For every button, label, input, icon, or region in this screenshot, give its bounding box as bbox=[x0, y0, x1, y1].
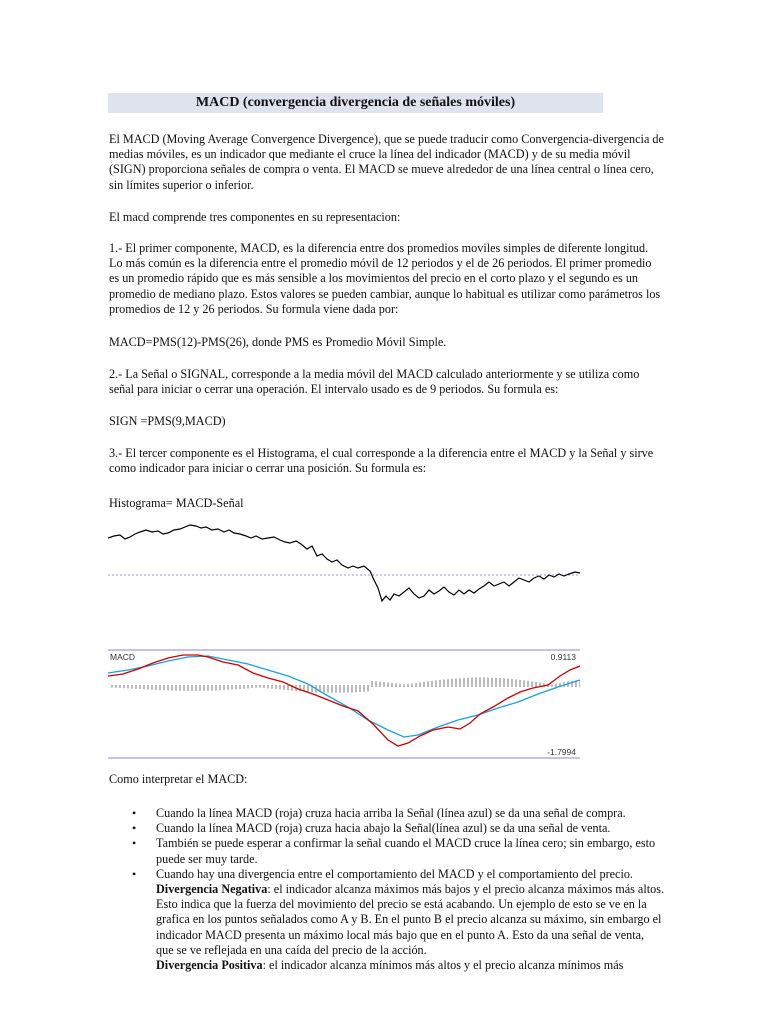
interpret-list bbox=[109, 806, 664, 973]
bullet-icon: • bbox=[132, 821, 137, 836]
bullet-icon: • bbox=[132, 866, 137, 881]
component-1-paragraph: 1.- El primer componente, MACD, es la diferencia entre dos promedios moviles simples de diferente longitud. Lo más común es la diferencia entre el promedio móvil de 12 periodos y el de 26 periodos. El primer promedio es un promedio rápido que es más sensible a los movimientos del precio en el corto plazo y el segundo es un promedio de mediano plazo. Estos valores se pueden cambiar, aunque lo habitual es utilizar como parámetros los promedios de 12 y 26 periodos. Su formula viene dada por: bbox=[109, 241, 661, 316]
formula-histogram: Histograma= MACD-Señal bbox=[109, 496, 244, 510]
divergence-negative: Divergencia Negativa: el indicador alcanza máximos más bajos y el precio alcanza máximos más altos. Esto indica que la fuerza del movimiento del precio se está acabando. Un ejemplo de esto se ve en la grafica en los puntos señalados como A y B. En el punto B el precio alcanza su máximo, sin embargo el indicador MACD presenta un máximo local más bajo que en el punto A. Esto da una señal de venta, que se ve reflejada en una caída del precio de la acción. bbox=[156, 882, 664, 957]
list-item: • Cuando la línea MACD (roja) cruza hacia arriba la Señal (línea azul) se da una señal de compra. bbox=[132, 806, 626, 820]
intro-paragraph: El MACD (Moving Average Convergence Divergence), que se puede traducir como Convergencia-divergencia de medias móviles, es un indicador que mediante el cruce la línea del indicador (MACD) y de su media móvil (SIGN) proporciona señales de compra o venta. El MACD se mueve alrededor de una línea central o línea cero, sin límites superior o inferior. bbox=[109, 132, 664, 192]
component-2-paragraph: 2.- La Señal o SIGNAL, corresponde a la media móvil del MACD calculado anteriormente y se utiliza como señal para iniciar o cerrar una operación. El intervalo usado es de 9 periodos. Su formula es: bbox=[109, 367, 640, 397]
macd-chart bbox=[108, 524, 580, 764]
divergence-negative-label: Divergencia Negativa bbox=[156, 882, 268, 897]
list-item: • También se puede esperar a confirmar la señal cuando el MACD cruce la línea cero; sin embargo, esto puede ser muy tarde. bbox=[132, 836, 656, 866]
price-line bbox=[108, 525, 580, 601]
bullet-icon: • bbox=[132, 836, 137, 851]
indicator-label: MACD bbox=[110, 652, 136, 662]
components-intro: El macd comprende tres componentes en su representacion: bbox=[109, 210, 401, 224]
bullet-icon: • bbox=[132, 806, 137, 820]
price-panel bbox=[108, 525, 580, 601]
divergence-positive: Divergencia Positiva: el indicador alcanza mínimos más altos y el precio alcanza mínimos más bbox=[156, 958, 624, 973]
formula-sign: SIGN =PMS(9,MACD) bbox=[109, 414, 226, 428]
histogram-bars bbox=[112, 677, 580, 692]
page-title: MACD (convergencia divergencia de señales móviles) bbox=[108, 93, 603, 113]
indicator-max-label: 0.9113 bbox=[550, 652, 576, 662]
component-3-paragraph: 3.- El tercer componente es el Histograma, el cual corresponde a la diferencia entre el MACD y la Señal y sirve como indicador para iniciar o cerrar una posición. Su formula es: bbox=[109, 446, 654, 476]
indicator-panel bbox=[108, 650, 580, 758]
list-item: • Cuando hay una divergencia entre el comportamiento del MACD y el comportamiento del precio. Divergencia Negativa: el indicador alcanza máximos más bajos y el precio alcanza máximos más altos. Esto indica que la fuerza del movimiento del precio se está acabando. Un ejemplo de esto se ve en la grafica en los puntos señalados como A y B. En el punto B el precio alcanza su máximo, sin embargo el indicador MACD presenta un máximo local más bajo que en el punto A. Esto da una señal de venta, que se ve reflejada en una caída del precio de la acción. Divergencia Positiva: el indicador alcanza mínimos más altos y el precio alcanza mínimos más bbox=[132, 866, 664, 973]
formula-macd: MACD=PMS(12)-PMS(26), donde PMS es Promedio Móvil Simple. bbox=[109, 335, 447, 349]
interpret-heading: Como interpretar el MACD: bbox=[109, 772, 248, 786]
indicator-min-label: -1.7994 bbox=[547, 747, 576, 757]
signal-line bbox=[108, 656, 580, 737]
list-item: • Cuando la línea MACD (roja) cruza hacia abajo la Señal(línea azul) se da una señal de venta. bbox=[132, 821, 611, 836]
divergence-positive-label: Divergencia Positiva bbox=[156, 958, 263, 973]
macd-line bbox=[108, 655, 580, 746]
